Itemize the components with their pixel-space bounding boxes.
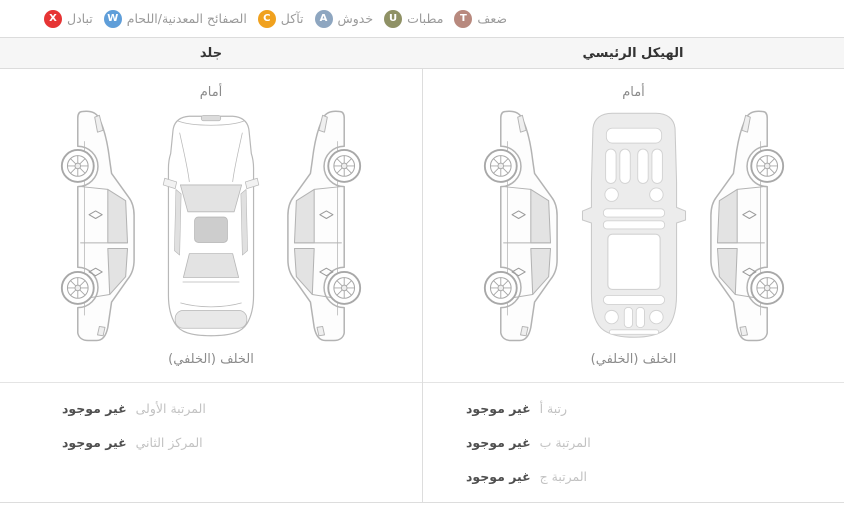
legend-item-label: خدوش xyxy=(337,11,374,26)
row-label: المرتبة الأولى xyxy=(135,400,206,416)
legend-badge-icon: W xyxy=(104,10,122,28)
car-side-view-right-icon xyxy=(274,104,360,348)
car-side-view-left-icon xyxy=(62,104,148,348)
row-value: غير موجود xyxy=(466,468,531,484)
report-row xyxy=(466,425,844,459)
damage-legend xyxy=(0,0,844,37)
rear-label: الخلف (الخلفي) xyxy=(168,352,254,367)
legend-badge-icon: U xyxy=(384,10,402,28)
report-row xyxy=(62,391,422,425)
row-label: المرتبة ب xyxy=(539,434,591,450)
legend-item xyxy=(384,10,443,28)
row-label: المرتبة ج xyxy=(539,468,588,484)
front-label: أمام xyxy=(622,85,645,100)
legend-badge-icon: A xyxy=(315,10,333,28)
panel-title-main-structure: الهيكل الرئيسي xyxy=(582,45,684,61)
legend-item-label: تبادل xyxy=(67,11,93,26)
car-chassis-view-icon xyxy=(578,105,690,347)
panels-container xyxy=(0,69,844,503)
legend-badge-icon: X xyxy=(44,10,62,28)
report-row xyxy=(62,425,422,459)
main-structure-diagram xyxy=(423,104,844,348)
front-label: أمام xyxy=(199,85,223,100)
leather-diagram xyxy=(0,104,422,348)
panel-leather xyxy=(0,69,422,502)
row-value: غير موجود xyxy=(62,400,127,416)
legend-item xyxy=(104,10,247,28)
legend-item xyxy=(454,10,507,28)
section-header-band xyxy=(0,37,844,69)
row-value: غير موجود xyxy=(466,434,531,450)
report-row xyxy=(466,391,844,425)
car-side-view-left-icon xyxy=(485,104,571,348)
rear-label: الخلف (الخلفي) xyxy=(590,352,677,367)
row-label: رتبة أ xyxy=(539,400,568,416)
row-label: المركز الثاني xyxy=(135,434,203,450)
legend-item xyxy=(315,10,374,28)
panel-title-leather: جلد xyxy=(199,45,223,61)
legend-badge-icon: T xyxy=(454,10,472,28)
main-structure-result-rows xyxy=(423,383,844,493)
legend-item xyxy=(258,10,304,28)
legend-item xyxy=(44,10,93,28)
legend-item-label: مطبات xyxy=(407,11,444,26)
legend-item-label: تآكل xyxy=(280,11,304,26)
legend-item-label: الصفائح المعدنية/اللحام xyxy=(126,11,247,26)
leather-result-rows xyxy=(0,383,422,459)
row-value: غير موجود xyxy=(62,434,127,450)
report-row xyxy=(466,459,844,493)
panel-main-structure xyxy=(422,69,844,502)
car-side-view-right-icon xyxy=(697,104,783,348)
legend-badge-icon: C xyxy=(258,10,276,28)
car-top-view-icon xyxy=(155,105,267,347)
legend-item-label: ضعف xyxy=(477,11,508,26)
row-value: غير موجود xyxy=(466,400,531,416)
